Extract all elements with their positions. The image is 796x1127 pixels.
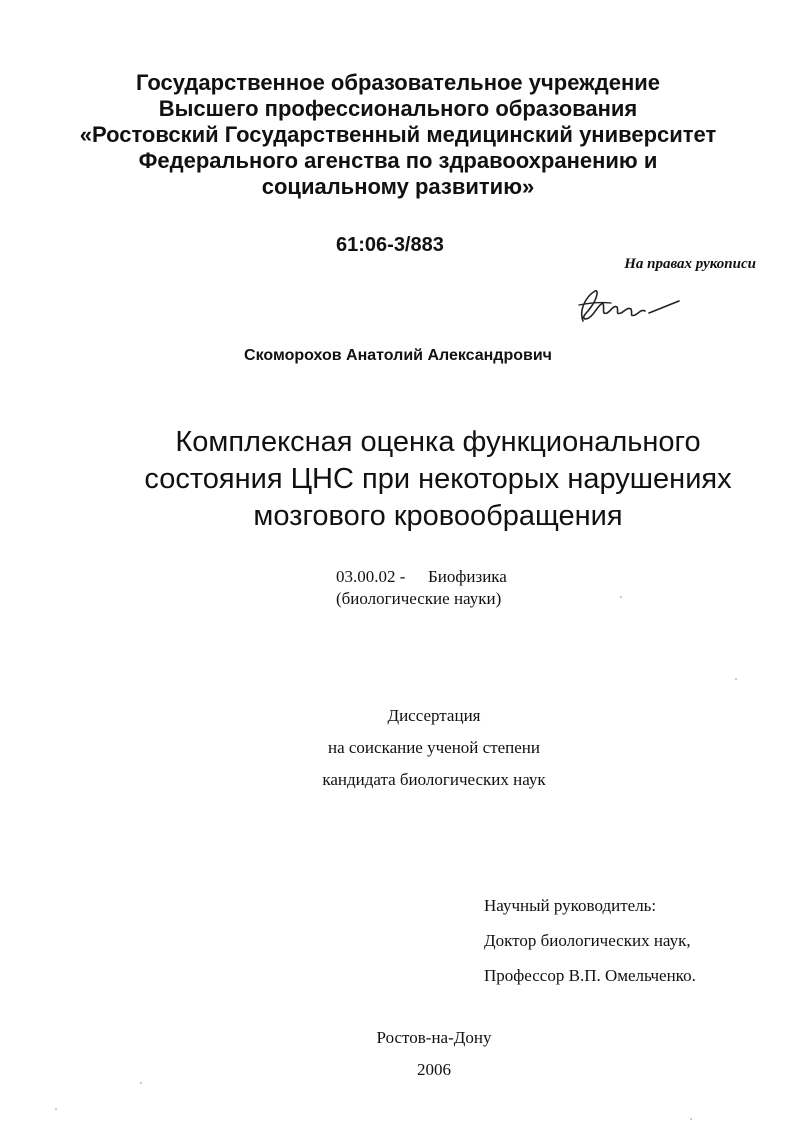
year: 2006 [417,1060,451,1079]
registry-number: 61:06-3/883 [336,234,444,256]
institution-line: Федерального агенства по здравоохранению и [138,148,658,173]
scan-speck [55,1108,57,1110]
city-name: Ростов-на-Дону [376,1028,492,1047]
specialty-block [336,566,507,610]
institution-line: социальному развитию» [261,174,535,199]
manuscript-rights-note: На правах рукописи [624,256,756,272]
dissertation-line: кандидата биологических наук [322,770,546,789]
institution-line: Высшего профессионального образования [158,96,638,121]
author-name: Скоморохов Анатолий Александрович [244,347,552,364]
scan-speck [140,1082,142,1084]
institution-header [60,70,736,200]
supervisor-block [484,888,696,993]
scan-speck [690,1118,692,1120]
dissertation-block [200,700,668,796]
footer-block [200,1022,668,1086]
thesis-title [40,424,796,535]
supervisor-line: Профессор В.П. Омельченко. [484,966,696,985]
institution-line: Государственное образовательное учреждение [135,70,660,95]
institution-line: «Ростовский Государственный медицинский университет [79,122,717,147]
specialty-code: 03.00.02 - [336,567,406,586]
supervisor-line: Доктор биологических наук, [484,931,691,950]
scan-speck [620,596,622,598]
scan-speck [735,678,737,680]
handwritten-signature [575,283,685,329]
supervisor-line: Научный руководитель: [484,896,657,915]
title-line: состояния ЦНС при некоторых нарушениях [144,463,732,495]
dissertation-line: Диссертация [387,706,481,725]
title-line: мозгового кровообращения [253,500,623,532]
dissertation-line: на соискание ученой степени [327,738,541,757]
specialty-name: Биофизика [428,567,507,586]
title-line: Комплексная оценка функционального [175,426,701,458]
specialty-branch: (биологические науки) [336,589,502,608]
